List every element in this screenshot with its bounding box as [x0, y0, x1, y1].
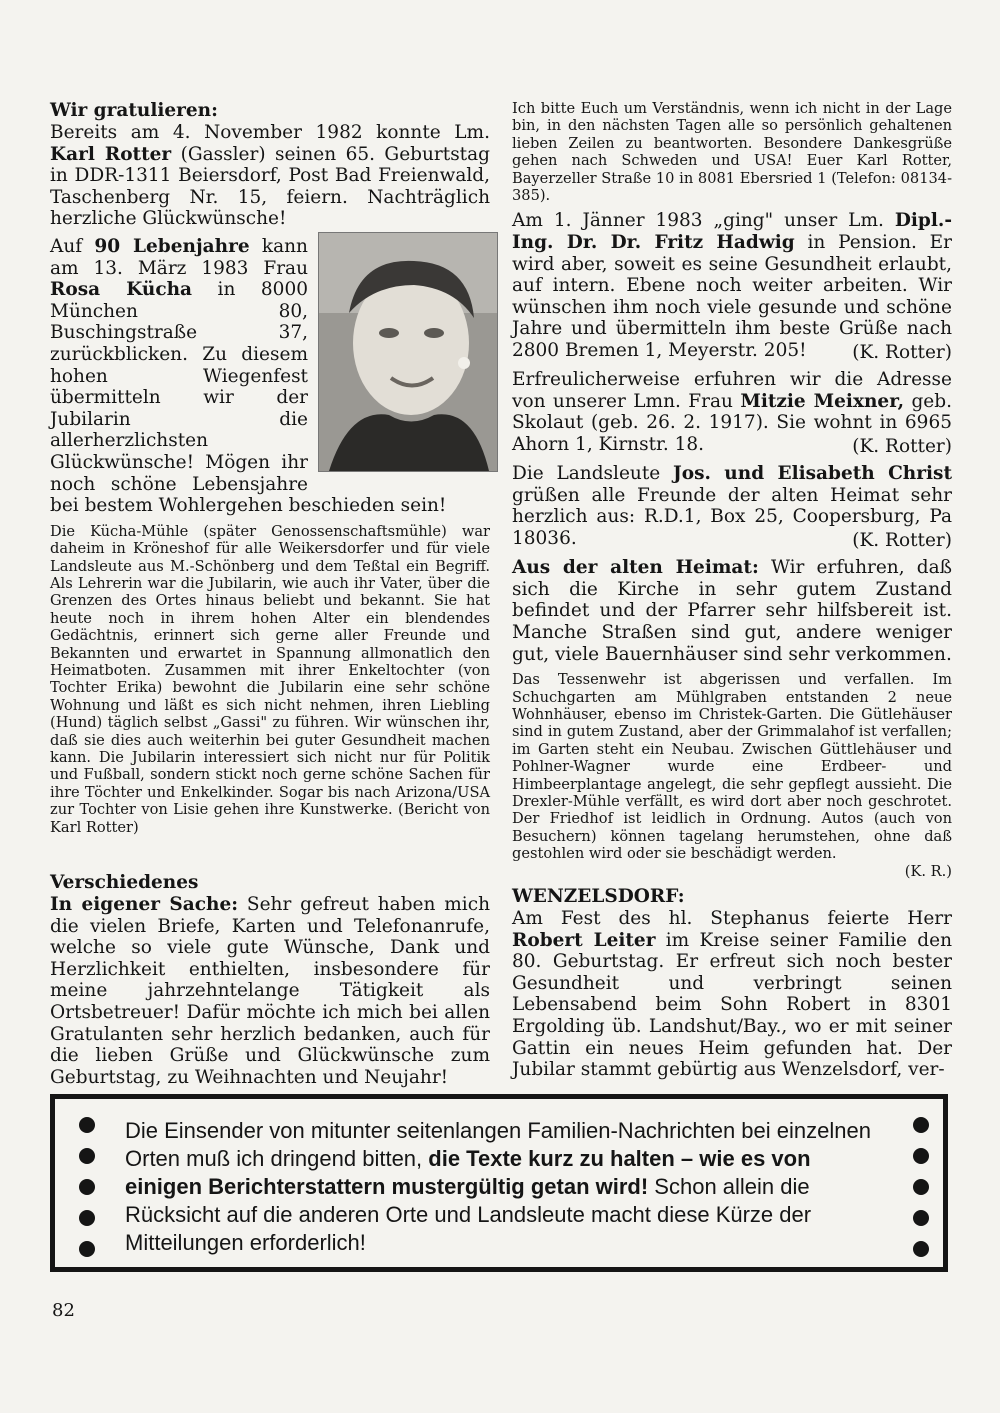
- section-heading-congratulations: Wir gratulieren:: [50, 100, 218, 121]
- notice-emphasis: die Texte kurz zu halten – wie es von einigen Berichterstattern mustergültig getan wird!: [125, 1146, 811, 1199]
- bullet-dot-icon: [79, 1241, 95, 1257]
- paragraph-lead: Aus der alten Heimat:: [512, 557, 759, 579]
- signature: (K. R.): [904, 862, 952, 880]
- bullet-dots-left: [79, 1117, 95, 1272]
- person-name: Robert Leiter: [512, 929, 656, 951]
- age-label: 90 Lebenjahre: [94, 235, 250, 257]
- paragraph-fritz-hadwig: Am 1. Jänner 1983 „ging" unser Lm. Dipl.-Ing. Dr. Dr. Fritz Hadwig in Pension. Er wird aber, soweit es seine Gesundheit erlaubt, auf intern. Ebene noch weiter arbeiten. Wir wünschen ihm noch viele gesunde und schöne Jahre und übermitteln ihm beste Grüße nach 2800 Bremen 1, Meyerstr. 205!: [512, 210, 952, 361]
- bullet-dot-icon: [79, 1179, 95, 1195]
- notice-box: [50, 1094, 948, 1272]
- section-heading-wenzelsdorf: WENZELSDORF:: [512, 885, 685, 907]
- paragraph-thanks-note: Ich bitte Euch um Verständnis, wenn ich nicht in der Lage bin, in den nächsten Tagen alle so persönlich gehaltenen lieben Zeilen zu beantworten. Besondere Dankesgrüße gehen nach Schweden und USA! Euer Karl Rotter, Bayerzeller Straße 10 in 8081 Ebersried 1 (Telefon: 08134-385).: [512, 100, 952, 205]
- section-heading-miscellaneous: Verschiedenes: [50, 872, 199, 893]
- right-column: [512, 100, 952, 1087]
- paragraph-in-eigener-sache: In eigener Sache: Sehr gefreut haben mich die vielen Briefe, Karten und Telefonanrufe, welche so viele gute Wünsche, Dank und Herzlichkeit enthielten, insbesondere für meine jahrzehntelange Tätigkeit als Ortsbetreuer! Dafür möchte ich mich bei allen Gratulanten sehr herzlich bedanken, auch für die lieben Grüße und Glückwünsche zum Geburtstag, zu Weihnachten und Neujahr!: [50, 894, 490, 1088]
- person-name: Rosa Kücha: [50, 279, 193, 301]
- signature: (K. Rotter): [852, 341, 952, 363]
- signature: (K. Rotter): [852, 529, 952, 551]
- bullet-dots-right: [913, 1117, 929, 1272]
- paragraph-christ: Die Landsleute Jos. und Elisabeth Christ grüßen alle Freunde der alten Heimat sehr herzlich aus: R.D.1, Box 25, Coopersburg, Pa 18036.: [512, 463, 952, 549]
- bullet-dot-icon: [913, 1241, 929, 1257]
- page-number: 82: [52, 1300, 75, 1321]
- paragraph-robert-leiter: Am Fest des hl. Stephanus feierte Herr Robert Leiter im Kreise seiner Familie den 80. Geburtstag. Er erfreut sich noch bester Gesundheit und verbringt seinen Lebensabend beim Sohn Robert in 8301 Ergolding üb. Landshut/Bay., wo er mit seiner Gattin ein neues Heim gefunden hat. Der Jubilar stammt gebürtig aus Wenzelsdorf, ver-: [512, 907, 952, 1081]
- portrait-photo-image: [319, 233, 497, 471]
- person-name: Jos. und Elisabeth Christ: [673, 463, 952, 485]
- bullet-dot-icon: [913, 1210, 929, 1226]
- signature: (K. Rotter): [852, 435, 952, 457]
- paragraph-kuecha-muehle: Die Kücha-Mühle (später Genossenschaftsmühle) war daheim in Kröneshof für alle Weikersdorfer und für viele Landsleute aus M.-Schönberg und dem Teßtal ein Begriff. Als Lehrerin war die Jubilarin, wie auch ihr Vater, über die Grenzen des Ortes hinaus beliebt und bekannt. Sie hat heute noch in ihrem hohen Alter ein blendendes Gedächtnis, erinnert sich gerne aller Freunde und Bekannten und erwartet in Spannung allmonatlich den Heimatboten. Zusammen mit ihrer Enkeltochter (von Tochter Erika) bewohnt die Jubilarin eine sehr schöne Wohnung und läßt es sich nicht nehmen, ihren Liebling (Hund) täglich selbst „Gassi" zu führen. Wir wünschen ihr, daß sie dies auch weiterhin bei guter Gesundheit machen kann. Die Jubilarin interessiert sich nicht nur für Politik und Fußball, sondern stickt noch gerne schöne Sachen für ihre Töchter und Enkelkinder. Sogar bis nach Arizona/USA zur Tochter von Lisie gehen ihre Kunstwerke. (Bericht von Karl Rotter): [50, 522, 490, 836]
- bullet-dot-icon: [913, 1148, 929, 1164]
- portrait-photo: [318, 232, 498, 472]
- bullet-dot-icon: [79, 1210, 95, 1226]
- person-name: Mitzie Meixner,: [740, 390, 905, 412]
- paragraph-village-report: Das Tessenwehr ist abgerissen und verfallen. Im Schuchgarten am Mühlgraben entstanden 2 neue Wohnhäuser, ebenso im Christek-Garten. Die Gütlehäuser sind in gutem Zustand, aber der Grimmalahof ist verfallen; im Garten steht ein Neubau. Zwischen Güttlehäuser und Pohlner-Wagner wurde eine Erdbeer- und Himbeerplantage angelegt, die sehr gepflegt aussieht. Die Drexler-Mühle verfällt, es wird dort aber noch geschrotet. Der Friedhof ist leidlich in Ordnung. Autos (auch von Besuchern) können tagelang herumstehen, ohne daß gestohlen wird oder sie beschädigt werden.: [512, 671, 952, 863]
- paragraph-karl-rotter-birthday: Bereits am 4. November 1982 konnte Lm. Karl Rotter (Gassler) seinen 65. Geburtstag in DDR-1311 Beiersdorf, Post Bad Freienwald, Taschenberg Nr. 15, feiern. Nachträglich herzliche Glückwünsche!: [50, 122, 490, 230]
- bullet-dot-icon: [79, 1117, 95, 1133]
- person-name: Dipl.-Ing. Dr. Dr. Fritz Hadwig: [512, 210, 952, 254]
- paragraph-alte-heimat: Aus der alten Heimat: Wir erfuhren, daß sich die Kirche in sehr gutem Zustand befindet und der Pfarrer sehr hilfsbereit ist. Manche Straßen sind gut, andere weniger gut, viele Bauernhäuser sind sehr verkommen.: [512, 557, 952, 665]
- bullet-dot-icon: [913, 1117, 929, 1133]
- notice-text: Die Einsender von mitunter seitenlangen Familien-Nachrichten bei einzelnen Orten muß ich dringend bitten, die Texte kurz zu halten – wie es von einigen Berichterstattern mustergültig getan wird! Schon allein die Rücksicht auf die anderen Orte und Landsleute macht diese Kürze der Mitteilungen erforderlich!: [125, 1118, 871, 1255]
- bullet-dot-icon: [913, 1179, 929, 1195]
- person-name: Karl Rotter: [50, 143, 172, 165]
- paragraph-rosa-kuecha: Auf 90 Lebenjahre kann am 13. März 1983 Frau Rosa Kücha in 8000 München 80, Buschingstraße 37, zurückblicken. Zu diesem hohen Wiegenfest übermitteln wir der Jubilarin die allerherzlichsten Glückwünsche! Mögen ihr noch schöne Lebensjahre bei bestem Wohlergehen beschieden sein!: [50, 236, 490, 517]
- left-column: [50, 100, 490, 1094]
- bullet-dot-icon: [79, 1148, 95, 1164]
- paragraph-mitzie-meixner: Erfreulicherweise erfuhren wir die Adresse von unserer Lmn. Frau Mitzie Meixner, geb. Skolaut (geb. 26. 2. 1917). Sie wohnt in 6965 Ahorn 1, Kirnstr. 18.: [512, 369, 952, 455]
- paragraph-lead: In eigener Sache:: [50, 894, 239, 915]
